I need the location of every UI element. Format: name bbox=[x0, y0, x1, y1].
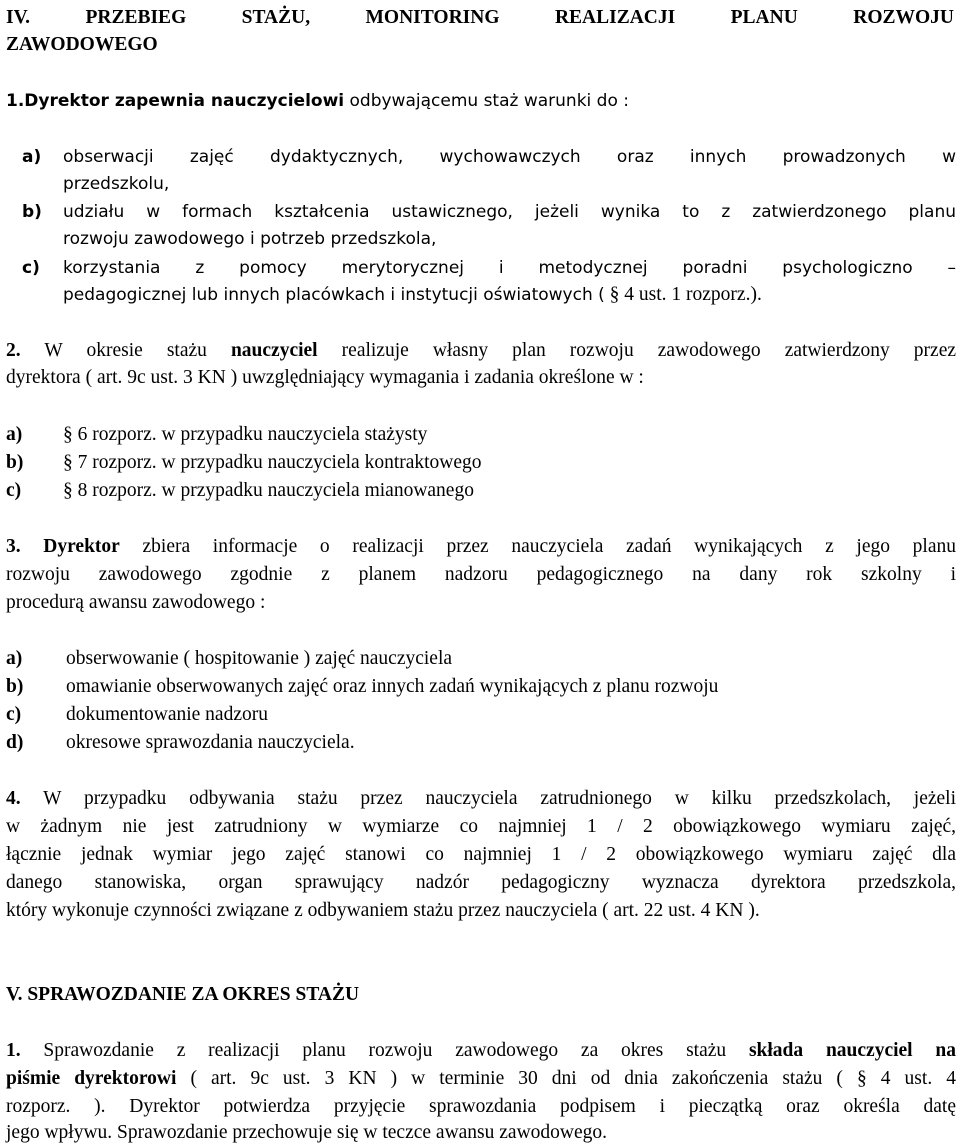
paragraph-v1-line3: rozporz. ). Dyrektor potwierdza przyjęcie sprawozdania podpisem i pieczątką oraz określa datę bbox=[6, 1096, 956, 1117]
list-label-b: b) bbox=[22, 202, 42, 222]
paragraph-sign-icon: § bbox=[609, 284, 620, 305]
paragraph-3-line1: 3. Dyrektor zbiera informacje o realizacji przez nauczyciela zadań wynikających z jego planu bbox=[6, 536, 956, 557]
paragraph-4-line2: w żadnym nie jest zatrudniony w wymiarze co najmniej 1 / 2 obowiązkowego wymiaru zajęć, bbox=[6, 816, 956, 837]
list-label-a: a) bbox=[6, 424, 23, 445]
paragraph-2-line2: dyrektora ( art. 9c ust. 3 KN ) uwzględniający wymagania i zadania określone w : bbox=[6, 367, 644, 388]
paragraph-sign-icon: § bbox=[856, 1068, 867, 1089]
paragraph-v1-line1: 1. Sprawozdanie z realizacji planu rozwoju zawodowego za okres stażu składa nauczyciel na bbox=[6, 1040, 956, 1061]
section-heading-iv: IV. PRZEBIEG STAŻU, MONITORING REALIZACJI PLANU ROZWOJU bbox=[6, 7, 954, 28]
list-item-d: okresowe sprawozdania nauczyciela. bbox=[66, 732, 355, 753]
list-label-b: b) bbox=[6, 452, 24, 473]
section-heading-v: V. SPRAWOZDANIE ZA OKRES STAŻU bbox=[6, 984, 360, 1005]
list-item-c: dokumentowanie nadzoru bbox=[66, 704, 268, 725]
paragraph-1: 1.Dyrektor zapewnia nauczycielowi odbywającemu staż warunki do : bbox=[6, 91, 629, 111]
list-item-b: omawianie obserwowanych zajęć oraz innych zadań wynikających z planu rozwoju bbox=[66, 676, 719, 697]
list-item-b-line1: udziału w formach kształcenia ustawicznego, jeżeli wynika to z zatwierdzonego planu bbox=[63, 202, 956, 222]
paragraph-v1-line4: jego wpływu. Sprawozdanie przechowuje się w teczce awansu zawodowego. bbox=[6, 1122, 608, 1143]
paragraph-4-line5: który wykonuje czynności związane z odbywaniem stażu przez nauczyciela ( art. 22 ust. 4 KN ). bbox=[6, 900, 760, 921]
list-item-c: § 8 rozporz. w przypadku nauczyciela mianowanego bbox=[63, 480, 474, 501]
paragraph-3-line3: procedurą awansu zawodowego : bbox=[6, 592, 266, 613]
list-label-a: a) bbox=[6, 648, 23, 669]
list-item-b: § 7 rozporz. w przypadku nauczyciela kontraktowego bbox=[63, 452, 482, 473]
section-heading-iv-cont: ZAWODOWEGO bbox=[6, 34, 158, 55]
list-item-a: § 6 rozporz. w przypadku nauczyciela stażysty bbox=[63, 424, 428, 445]
paragraph-sign-icon: § bbox=[63, 424, 73, 445]
paragraph-sign-icon: § bbox=[63, 480, 73, 501]
list-item-a: obserwowanie ( hospitowanie ) zajęć nauczyciela bbox=[66, 648, 453, 669]
list-label-c: c) bbox=[6, 480, 22, 501]
list-label-d: d) bbox=[6, 732, 24, 753]
paragraph-4-line1: 4. W przypadku odbywania stażu przez nauczyciela zatrudnionego w kilku przedszkolach, jeżeli bbox=[6, 788, 956, 809]
paragraph-sign-icon: § bbox=[63, 452, 73, 473]
list-label-c: c) bbox=[6, 704, 22, 725]
paragraph-4-line3: łącznie jednak wymiar jego zajęć stanowi co najmniej 1 / 2 obowiązkowego wymiaru zajęć dla bbox=[6, 844, 956, 865]
paragraph-4-line4: danego stanowiska, organ sprawujący nadzór pedagogiczny wyznacza dyrektora przedszkola, bbox=[6, 872, 956, 893]
list-item-a-line2: przedszkolu, bbox=[63, 174, 170, 194]
list-item-c-line2: pedagogicznej lub innych placówkach i instytucji oświatowych ( § 4 ust. 1 rozporz.). bbox=[63, 284, 762, 305]
list-label-b: b) bbox=[6, 676, 24, 697]
list-label-a: a) bbox=[22, 147, 42, 167]
list-item-c-line1: korzystania z pomocy merytorycznej i metodycznej poradni psychologiczno – bbox=[63, 258, 956, 278]
paragraph-v1-line2: piśmie dyrektorowi ( art. 9c ust. 3 KN ) w terminie 30 dni od dnia zakończenia stażu ( § 4 ust. 4 bbox=[6, 1068, 956, 1089]
list-item-a-line1: obserwacji zajęć dydaktycznych, wychowawczych oraz innych prowadzonych w bbox=[63, 147, 956, 167]
list-label-c: c) bbox=[22, 258, 40, 278]
list-item-b-line2: rozwoju zawodowego i potrzeb przedszkola, bbox=[63, 229, 437, 249]
paragraph-3-line2: rozwoju zawodowego zgodnie z planem nadzoru pedagogicznego na dany rok szkolny i bbox=[6, 564, 956, 585]
paragraph-2-line1: 2. W okresie stażu nauczyciel realizuje własny plan rozwoju zawodowego zatwierdzony przez bbox=[6, 340, 956, 361]
